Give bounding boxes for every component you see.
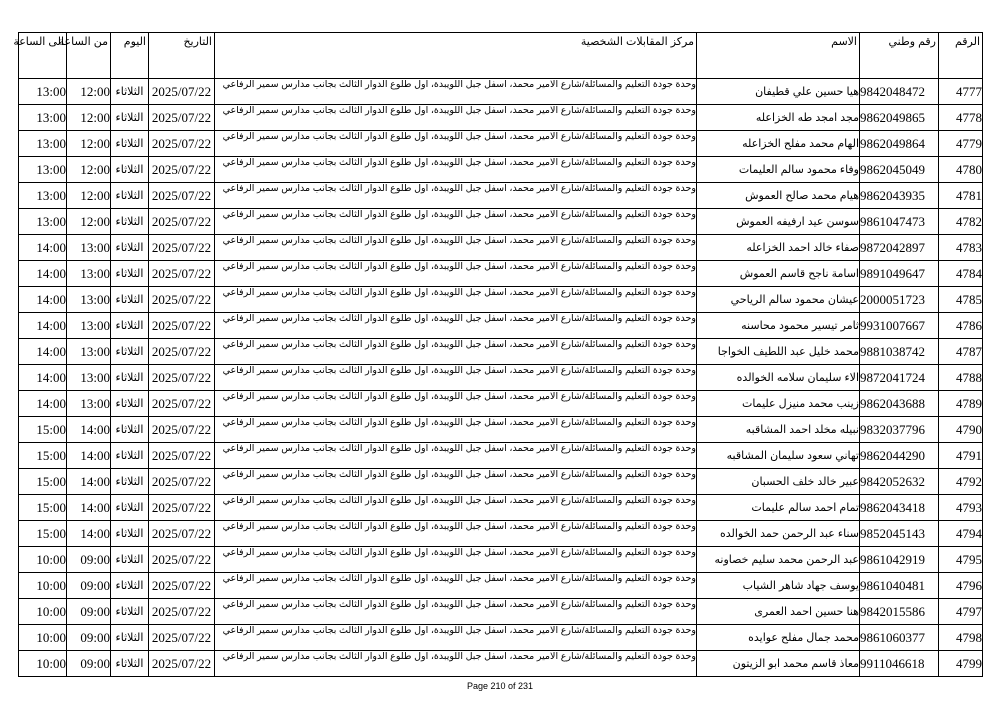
center-cell: وحدة جودة التعليم والمسائلة/شارع الامير محمد، اسفل جبل اللويبدة، اول طلوع الدوار الثالث بجانب مدارس سمير الرفاعي [215, 651, 697, 677]
name-cell: سوسن عيد ارفيفه العموش [697, 209, 860, 235]
number-cell: 4793 [939, 495, 983, 521]
from-time-cell: 09:00 [67, 573, 111, 599]
date-cell: 2025/07/22 [149, 131, 215, 157]
number-cell: 4788 [939, 365, 983, 391]
day-cell: الثلاثاء [111, 131, 149, 157]
number-cell: 4796 [939, 573, 983, 599]
number-cell: 4794 [939, 521, 983, 547]
to-time-cell: 13:00 [19, 157, 67, 183]
day-cell: الثلاثاء [111, 365, 149, 391]
national-id-cell: 9862045049 [860, 157, 939, 183]
date-cell: 2025/07/22 [149, 339, 215, 365]
to-time-cell: 14:00 [19, 365, 67, 391]
national-id-cell: 9862044290 [860, 443, 939, 469]
to-time-cell: 14:00 [19, 261, 67, 287]
to-time-cell: 13:00 [19, 183, 67, 209]
center-cell: وحدة جودة التعليم والمسائلة/شارع الامير محمد، اسفل جبل اللويبدة، اول طلوع الدوار الثالث بجانب مدارس سمير الرفاعي [215, 469, 697, 495]
national-id-cell: 9861040481 [860, 573, 939, 599]
name-cell: عبد الرحمن محمد سليم خصاونه [697, 547, 860, 573]
center-cell: وحدة جودة التعليم والمسائلة/شارع الامير محمد، اسفل جبل اللويبدة، اول طلوع الدوار الثالث بجانب مدارس سمير الرفاعي [215, 235, 697, 261]
header-center: مركز المقابلات الشخصية [215, 33, 697, 79]
table-row [19, 287, 983, 313]
national-id-cell: 9862043688 [860, 391, 939, 417]
national-id-cell: 9842015586 [860, 599, 939, 625]
page-number: Page 210 of 231 [466, 681, 534, 691]
day-cell: الثلاثاء [111, 521, 149, 547]
name-cell: ثامر تيسير محمود محاسنه [697, 313, 860, 339]
from-time-cell: 12:00 [67, 105, 111, 131]
center-cell: وحدة جودة التعليم والمسائلة/شارع الامير محمد، اسفل جبل اللويبدة، اول طلوع الدوار الثالث بجانب مدارس سمير الرفاعي [215, 339, 697, 365]
national-id-cell: 9862043418 [860, 495, 939, 521]
day-cell: الثلاثاء [111, 469, 149, 495]
from-time-cell: 09:00 [67, 651, 111, 677]
interview-schedule-table [13, 32, 983, 677]
from-time-cell: 13:00 [67, 235, 111, 261]
national-id-cell: 9862043935 [860, 183, 939, 209]
center-cell: وحدة جودة التعليم والمسائلة/شارع الامير محمد، اسفل جبل اللويبدة، اول طلوع الدوار الثالث بجانب مدارس سمير الرفاعي [215, 365, 697, 391]
schedule-sheet [13, 32, 982, 677]
name-cell: هنا حسين احمد العمرى [697, 599, 860, 625]
table-row [19, 417, 983, 443]
national-id-cell: 9911046618 [860, 651, 939, 677]
center-cell: وحدة جودة التعليم والمسائلة/شارع الامير محمد، اسفل جبل اللويبدة، اول طلوع الدوار الثالث بجانب مدارس سمير الرفاعي [215, 287, 697, 313]
number-cell: 4790 [939, 417, 983, 443]
table-row [19, 573, 983, 599]
number-cell: 4787 [939, 339, 983, 365]
table-body [19, 79, 983, 677]
national-id-cell: 9832037796 [860, 417, 939, 443]
name-cell: وفاء محمود سالم العليمات [697, 157, 860, 183]
header-national-id: رقم وطني [860, 33, 939, 79]
date-cell: 2025/07/22 [149, 79, 215, 105]
date-cell: 2025/07/22 [149, 105, 215, 131]
center-cell: وحدة جودة التعليم والمسائلة/شارع الامير محمد، اسفل جبل اللويبدة، اول طلوع الدوار الثالث بجانب مدارس سمير الرفاعي [215, 625, 697, 651]
table-row [19, 131, 983, 157]
date-cell: 2025/07/22 [149, 417, 215, 443]
number-cell: 4798 [939, 625, 983, 651]
center-cell: وحدة جودة التعليم والمسائلة/شارع الامير محمد، اسفل جبل اللويبدة، اول طلوع الدوار الثالث بجانب مدارس سمير الرفاعي [215, 547, 697, 573]
date-cell: 2025/07/22 [149, 391, 215, 417]
national-id-cell: 9842048472 [860, 79, 939, 105]
national-id-cell: 9862049864 [860, 131, 939, 157]
name-cell: صفاء خالد احمد الخزاعله [697, 235, 860, 261]
table-row [19, 339, 983, 365]
to-time-cell: 10:00 [19, 547, 67, 573]
header-date: التاريخ [149, 33, 215, 79]
national-id-cell: 9931007667 [860, 313, 939, 339]
number-cell: 4799 [939, 651, 983, 677]
to-time-cell: 14:00 [19, 313, 67, 339]
national-id-cell: 9852045143 [860, 521, 939, 547]
center-cell: وحدة جودة التعليم والمسائلة/شارع الامير محمد، اسفل جبل اللويبدة، اول طلوع الدوار الثالث بجانب مدارس سمير الرفاعي [215, 157, 697, 183]
center-cell: وحدة جودة التعليم والمسائلة/شارع الامير محمد، اسفل جبل اللويبدة، اول طلوع الدوار الثالث بجانب مدارس سمير الرفاعي [215, 79, 697, 105]
number-cell: 4784 [939, 261, 983, 287]
to-time-cell: 15:00 [19, 521, 67, 547]
date-cell: 2025/07/22 [149, 157, 215, 183]
to-time-cell: 15:00 [19, 495, 67, 521]
number-cell: 4795 [939, 547, 983, 573]
from-time-cell: 14:00 [67, 417, 111, 443]
day-cell: الثلاثاء [111, 157, 149, 183]
to-time-cell: 14:00 [19, 287, 67, 313]
date-cell: 2025/07/22 [149, 209, 215, 235]
center-cell: وحدة جودة التعليم والمسائلة/شارع الامير محمد، اسفل جبل اللويبدة، اول طلوع الدوار الثالث بجانب مدارس سمير الرفاعي [215, 521, 697, 547]
table-row [19, 261, 983, 287]
day-cell: الثلاثاء [111, 261, 149, 287]
from-time-cell: 13:00 [67, 365, 111, 391]
from-time-cell: 09:00 [67, 599, 111, 625]
date-cell: 2025/07/22 [149, 235, 215, 261]
from-time-cell: 12:00 [67, 209, 111, 235]
to-time-cell: 13:00 [19, 105, 67, 131]
number-cell: 4792 [939, 469, 983, 495]
day-cell: الثلاثاء [111, 573, 149, 599]
header-to-time: الى الساعة [19, 33, 67, 79]
national-id-cell: 9872041724 [860, 365, 939, 391]
date-cell: 2025/07/22 [149, 625, 215, 651]
name-cell: هيام محمد صالح العموش [697, 183, 860, 209]
name-cell: تهاني سعود سليمان المشاقبه [697, 443, 860, 469]
table-row [19, 599, 983, 625]
from-time-cell: 12:00 [67, 131, 111, 157]
table-row [19, 105, 983, 131]
center-cell: وحدة جودة التعليم والمسائلة/شارع الامير محمد، اسفل جبل اللويبدة، اول طلوع الدوار الثالث بجانب مدارس سمير الرفاعي [215, 183, 697, 209]
center-cell: وحدة جودة التعليم والمسائلة/شارع الامير محمد، اسفل جبل اللويبدة، اول طلوع الدوار الثالث بجانب مدارس سمير الرفاعي [215, 417, 697, 443]
name-cell: مجد امجد طه الخزاعله [697, 105, 860, 131]
center-cell: وحدة جودة التعليم والمسائلة/شارع الامير محمد، اسفل جبل اللويبدة، اول طلوع الدوار الثالث بجانب مدارس سمير الرفاعي [215, 105, 697, 131]
national-id-cell: 9891049647 [860, 261, 939, 287]
number-cell: 4783 [939, 235, 983, 261]
header-row [19, 33, 983, 79]
header-name: الاسم [697, 33, 860, 79]
name-cell: عيشان محمود سالم الرياحي [697, 287, 860, 313]
table-row [19, 183, 983, 209]
to-time-cell: 15:00 [19, 443, 67, 469]
to-time-cell: 13:00 [19, 79, 67, 105]
date-cell: 2025/07/22 [149, 183, 215, 209]
from-time-cell: 13:00 [67, 339, 111, 365]
from-time-cell: 13:00 [67, 391, 111, 417]
from-time-cell: 12:00 [67, 157, 111, 183]
table-row [19, 521, 983, 547]
name-cell: الهام محمد مفلح الخزاعله [697, 131, 860, 157]
day-cell: الثلاثاء [111, 105, 149, 131]
national-id-cell: 9842052632 [860, 469, 939, 495]
table-row [19, 391, 983, 417]
date-cell: 2025/07/22 [149, 261, 215, 287]
table-row [19, 313, 983, 339]
number-cell: 4791 [939, 443, 983, 469]
header-number: الرقم [939, 33, 983, 79]
day-cell: الثلاثاء [111, 651, 149, 677]
to-time-cell: 14:00 [19, 391, 67, 417]
number-cell: 4778 [939, 105, 983, 131]
to-time-cell: 10:00 [19, 599, 67, 625]
from-time-cell: 13:00 [67, 313, 111, 339]
name-cell: يوسف جهاد شاهر الشياب [697, 573, 860, 599]
table-row [19, 443, 983, 469]
to-time-cell: 14:00 [19, 235, 67, 261]
date-cell: 2025/07/22 [149, 599, 215, 625]
date-cell: 2025/07/22 [149, 495, 215, 521]
table-row [19, 209, 983, 235]
date-cell: 2025/07/22 [149, 521, 215, 547]
header-from-time: من الساعة [67, 33, 111, 79]
number-cell: 4780 [939, 157, 983, 183]
number-cell: 4785 [939, 287, 983, 313]
to-time-cell: 15:00 [19, 469, 67, 495]
center-cell: وحدة جودة التعليم والمسائلة/شارع الامير محمد، اسفل جبل اللويبدة، اول طلوع الدوار الثالث بجانب مدارس سمير الرفاعي [215, 391, 697, 417]
number-cell: 4777 [939, 79, 983, 105]
number-cell: 4786 [939, 313, 983, 339]
name-cell: زينب محمد منيزل عليمات [697, 391, 860, 417]
number-cell: 4789 [939, 391, 983, 417]
date-cell: 2025/07/22 [149, 651, 215, 677]
day-cell: الثلاثاء [111, 417, 149, 443]
name-cell: معاذ قاسم محمد ابو الزيتون [697, 651, 860, 677]
name-cell: سناء عبد الرحمن حمد الخوالده [697, 521, 860, 547]
from-time-cell: 12:00 [67, 79, 111, 105]
day-cell: الثلاثاء [111, 339, 149, 365]
date-cell: 2025/07/22 [149, 547, 215, 573]
table-row [19, 79, 983, 105]
table-row [19, 625, 983, 651]
center-cell: وحدة جودة التعليم والمسائلة/شارع الامير محمد، اسفل جبل اللويبدة، اول طلوع الدوار الثالث بجانب مدارس سمير الرفاعي [215, 443, 697, 469]
number-cell: 4797 [939, 599, 983, 625]
date-cell: 2025/07/22 [149, 365, 215, 391]
date-cell: 2025/07/22 [149, 443, 215, 469]
from-time-cell: 13:00 [67, 261, 111, 287]
from-time-cell: 12:00 [67, 183, 111, 209]
table-row [19, 547, 983, 573]
date-cell: 2025/07/22 [149, 287, 215, 313]
national-id-cell: 9872042897 [860, 235, 939, 261]
from-time-cell: 13:00 [67, 287, 111, 313]
name-cell: هيا حسين علي قطيفان [697, 79, 860, 105]
number-cell: 4779 [939, 131, 983, 157]
name-cell: الاء سليمان سلامه الخوالده [697, 365, 860, 391]
table-row [19, 365, 983, 391]
day-cell: الثلاثاء [111, 495, 149, 521]
to-time-cell: 14:00 [19, 339, 67, 365]
name-cell: محمد جمال مفلح عوايده [697, 625, 860, 651]
from-time-cell: 14:00 [67, 521, 111, 547]
national-id-cell: 2000051723 [860, 287, 939, 313]
day-cell: الثلاثاء [111, 79, 149, 105]
to-time-cell: 10:00 [19, 573, 67, 599]
day-cell: الثلاثاء [111, 209, 149, 235]
date-cell: 2025/07/22 [149, 573, 215, 599]
number-cell: 4781 [939, 183, 983, 209]
from-time-cell: 09:00 [67, 625, 111, 651]
national-id-cell: 9862049865 [860, 105, 939, 131]
table-row [19, 157, 983, 183]
date-cell: 2025/07/22 [149, 313, 215, 339]
center-cell: وحدة جودة التعليم والمسائلة/شارع الامير محمد، اسفل جبل اللويبدة، اول طلوع الدوار الثالث بجانب مدارس سمير الرفاعي [215, 131, 697, 157]
center-cell: وحدة جودة التعليم والمسائلة/شارع الامير محمد، اسفل جبل اللويبدة، اول طلوع الدوار الثالث بجانب مدارس سمير الرفاعي [215, 261, 697, 287]
name-cell: عبير خالد خلف الحسبان [697, 469, 860, 495]
number-cell: 4782 [939, 209, 983, 235]
to-time-cell: 10:00 [19, 625, 67, 651]
center-cell: وحدة جودة التعليم والمسائلة/شارع الامير محمد، اسفل جبل اللويبدة، اول طلوع الدوار الثالث بجانب مدارس سمير الرفاعي [215, 313, 697, 339]
table-row [19, 651, 983, 677]
center-cell: وحدة جودة التعليم والمسائلة/شارع الامير محمد، اسفل جبل اللويبدة، اول طلوع الدوار الثالث بجانب مدارس سمير الرفاعي [215, 573, 697, 599]
day-cell: الثلاثاء [111, 183, 149, 209]
from-time-cell: 14:00 [67, 495, 111, 521]
name-cell: نبيله مخلد احمد المشاقبه [697, 417, 860, 443]
header-day: اليوم [111, 33, 149, 79]
day-cell: الثلاثاء [111, 287, 149, 313]
name-cell: تمام احمد سالم عليمات [697, 495, 860, 521]
center-cell: وحدة جودة التعليم والمسائلة/شارع الامير محمد، اسفل جبل اللويبدة، اول طلوع الدوار الثالث بجانب مدارس سمير الرفاعي [215, 495, 697, 521]
day-cell: الثلاثاء [111, 547, 149, 573]
from-time-cell: 14:00 [67, 469, 111, 495]
national-id-cell: 9881038742 [860, 339, 939, 365]
center-cell: وحدة جودة التعليم والمسائلة/شارع الامير محمد، اسفل جبل اللويبدة، اول طلوع الدوار الثالث بجانب مدارس سمير الرفاعي [215, 209, 697, 235]
name-cell: اسامة ناجح قاسم العموش [697, 261, 860, 287]
table-row [19, 235, 983, 261]
name-cell: محمد خليل عبد اللطيف الخواجا [697, 339, 860, 365]
to-time-cell: 10:00 [19, 651, 67, 677]
national-id-cell: 9861047473 [860, 209, 939, 235]
from-time-cell: 09:00 [67, 547, 111, 573]
day-cell: الثلاثاء [111, 313, 149, 339]
to-time-cell: 15:00 [19, 417, 67, 443]
table-row [19, 495, 983, 521]
national-id-cell: 9861042919 [860, 547, 939, 573]
day-cell: الثلاثاء [111, 391, 149, 417]
to-time-cell: 13:00 [19, 131, 67, 157]
day-cell: الثلاثاء [111, 235, 149, 261]
from-time-cell: 14:00 [67, 443, 111, 469]
table-row [19, 469, 983, 495]
day-cell: الثلاثاء [111, 599, 149, 625]
day-cell: الثلاثاء [111, 625, 149, 651]
date-cell: 2025/07/22 [149, 469, 215, 495]
day-cell: الثلاثاء [111, 443, 149, 469]
center-cell: وحدة جودة التعليم والمسائلة/شارع الامير محمد، اسفل جبل اللويبدة، اول طلوع الدوار الثالث بجانب مدارس سمير الرفاعي [215, 599, 697, 625]
to-time-cell: 13:00 [19, 209, 67, 235]
national-id-cell: 9861060377 [860, 625, 939, 651]
